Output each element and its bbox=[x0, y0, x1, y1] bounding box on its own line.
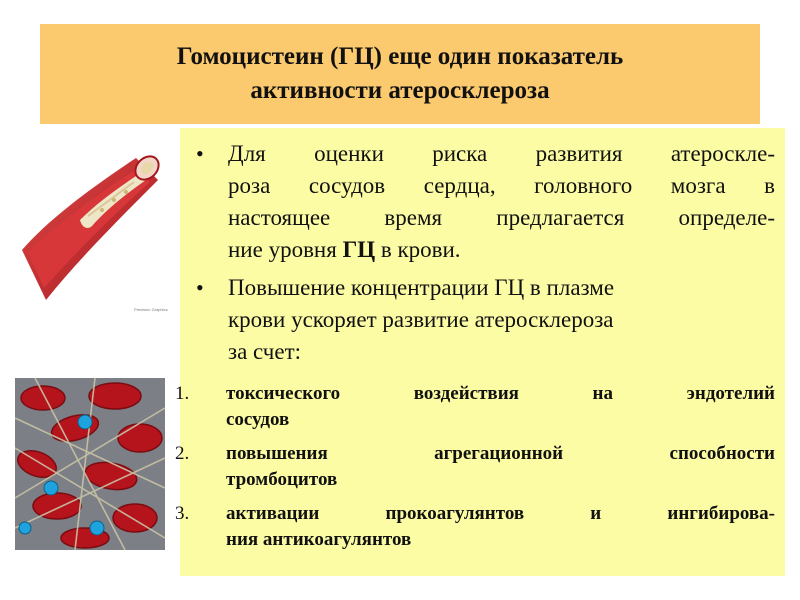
blood-clot-illustration bbox=[15, 378, 165, 550]
bullet-text: в крови. bbox=[375, 237, 461, 262]
bullet-item bbox=[180, 138, 775, 266]
numbered-item bbox=[175, 501, 775, 553]
bullet-line: Повышение концентрации ГЦ в плазме bbox=[228, 275, 615, 300]
item-line: тромбоцитов bbox=[226, 469, 338, 490]
item-line: сосудов bbox=[226, 409, 290, 430]
item-line: активации прокоагулянтов и ингибирова- bbox=[226, 503, 775, 524]
item-number: 3. bbox=[175, 503, 190, 524]
numbered-list bbox=[175, 381, 775, 561]
item-line: токсического воздействия на эндотелий bbox=[226, 383, 775, 404]
slide-title-line-1: Гомоцистеин (ГЦ) еще один показатель bbox=[176, 43, 624, 70]
bullet-item bbox=[180, 272, 775, 368]
content-box bbox=[175, 128, 785, 576]
numbered-item bbox=[175, 441, 775, 493]
bullet-text: ние уровня bbox=[228, 237, 343, 262]
slide-title-box bbox=[40, 24, 760, 124]
bullet-line: Для оценки риска развития атероскле- bbox=[228, 141, 775, 166]
bullet-line: крови ускоряет развитие атеросклероза bbox=[228, 307, 614, 332]
bullet-line: за счет: bbox=[228, 339, 302, 364]
bullet-dot: • bbox=[196, 275, 204, 300]
item-line: повышения агрегационной способности bbox=[226, 443, 775, 464]
bullet-line: роза сосудов сердца, головного мозга в bbox=[228, 173, 775, 198]
bullet-line bbox=[228, 234, 775, 266]
bullet-list bbox=[180, 138, 775, 374]
item-number: 2. bbox=[175, 443, 190, 464]
numbered-item bbox=[175, 381, 775, 433]
bullet-bold-term: ГЦ bbox=[342, 237, 376, 262]
item-line: ния антикоагулянтов bbox=[226, 529, 412, 550]
artery-plaque-illustration bbox=[18, 150, 170, 320]
item-number: 1. bbox=[175, 383, 190, 404]
bullet-dot: • bbox=[196, 141, 204, 166]
artery-image-caption: Precision Graphics bbox=[134, 307, 168, 312]
slide-title-line-2: активности атеросклероза bbox=[250, 77, 550, 104]
bullet-line: настоящее время предлагается определе- bbox=[228, 205, 775, 230]
